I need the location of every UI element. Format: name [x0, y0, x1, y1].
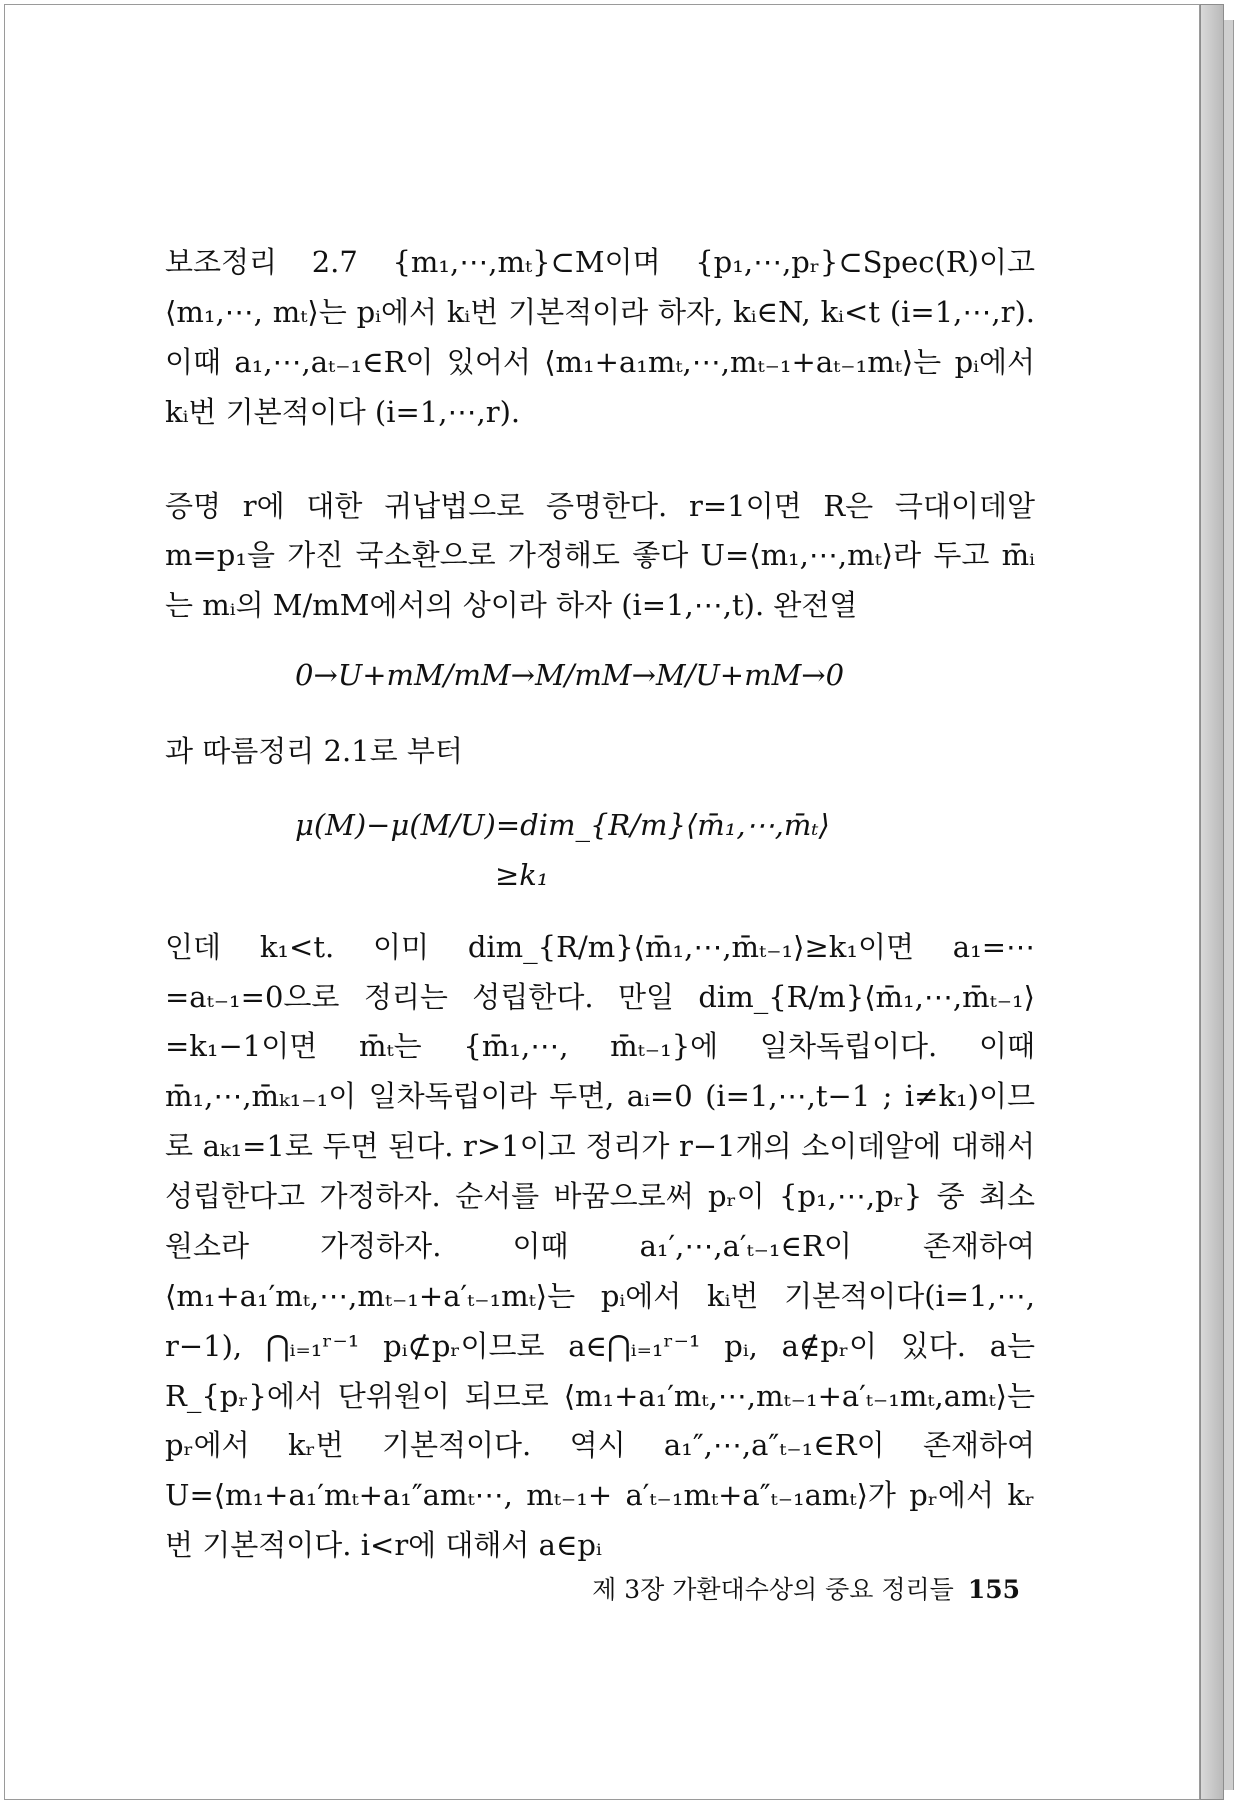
equation-line-2: ≥k₁	[495, 857, 549, 892]
proof-paragraph-1: 증명 r에 대한 귀납법으로 증명한다. r=1이면 R은 극대이데알 m=p₁을 가진 국소환으로 가정해도 좋다 U=⟨m₁,⋯,mₜ⟩라 두고 m̄ᵢ는 mᵢ의 M/mM에서의 상이라 하자 (i=1,⋯,t). 완전열	[165, 488, 1035, 623]
page-footer	[580, 1570, 1020, 1606]
proof-paragraph-2: 과 따름정리 2.1로 부터	[165, 734, 463, 768]
page-number: 155	[967, 1575, 1020, 1604]
exact-sequence: 0→U+mM/mM→M/mM→M/U+mM→0	[295, 658, 845, 693]
page-content	[165, 238, 1035, 1571]
book-spine	[1200, 4, 1224, 1800]
proof-paragraph-3: 인데 k₁<t. 이미 dim_{R/m}⟨m̄₁,⋯,m̄ₜ₋₁⟩≥k₁이면 a₁=⋯ =aₜ₋₁=0으로 정리는 성립한다. 만일 dim_{R/m}⟨m̄₁,⋯,m̄ₜ₋₁⟩=k₁−1이면 m̄ₜ는 {m̄₁,⋯, m̄ₜ₋₁}에 일차독립이다. 이때 m̄₁,⋯,m̄ₖ₁₋₁이 일차독립이라 두면, aᵢ=0 (i=1,⋯,t−1 ; i≠k₁)이므로 aₖ₁=1로 두면 된다. r>1이고 정리가 r−1개의 소이데알에 대해서 성립한다고 가정하자. 순서를 바꿈으로써 pᵣ이 {p₁,⋯,pᵣ} 중 최소 원소라 가정하자. 이때 a₁′,⋯,a′ₜ₋₁∈R이 존재하여 ⟨m₁+a₁′mₜ,⋯,mₜ₋₁+a′ₜ₋₁mₜ⟩는 pᵢ에서 kᵢ번 기본적이다(i=1,⋯, r−1), ⋂ᵢ₌₁ʳ⁻¹ pᵢ⊄pᵣ이므로 a∈⋂ᵢ₌₁ʳ⁻¹ pᵢ, a∉pᵣ이 있다. a는 R_{pᵣ}에서 단위원이 되므로 ⟨m₁+a₁′mₜ,⋯,mₜ₋₁+a′ₜ₋₁mₜ,amₜ⟩는 pᵣ에서 kᵣ번 기본적이다. 역시 a₁″,⋯,a″ₜ₋₁∈R이 존재하여 U=⟨m₁+a₁′mₜ+a₁″amₜ⋯, mₜ₋₁+ a′ₜ₋₁mₜ+a″ₜ₋₁amₜ⟩가 pᵣ에서 kᵣ번 기본적이다. i<r에 대해서 a∈pᵢ	[165, 929, 1035, 1563]
equation-line-1: μ(M)−μ(M/U)=dim_{R/m}⟨m̄₁,⋯,m̄ₜ⟩	[295, 807, 830, 842]
lemma-statement: 보조정리 2.7 {m₁,⋯,mₜ}⊂M이며 {p₁,⋯,pᵣ}⊂Spec(R)이고 ⟨m₁,⋯, mₜ⟩는 pᵢ에서 kᵢ번 기본적이라 하자, kᵢ∈N, kᵢ<t (i=1,⋯,r). 이때 a₁,⋯,aₜ₋₁∈R이 있어서 ⟨m₁+a₁mₜ,⋯,mₜ₋₁+aₜ₋₁mₜ⟩는 pᵢ에서 kᵢ번 기본적이다 (i=1,⋯,r).	[165, 245, 1035, 429]
chapter-title: 제 3장 가환대수상의 중요 정리들	[592, 1575, 954, 1604]
page-stack-edge	[1224, 20, 1234, 1790]
